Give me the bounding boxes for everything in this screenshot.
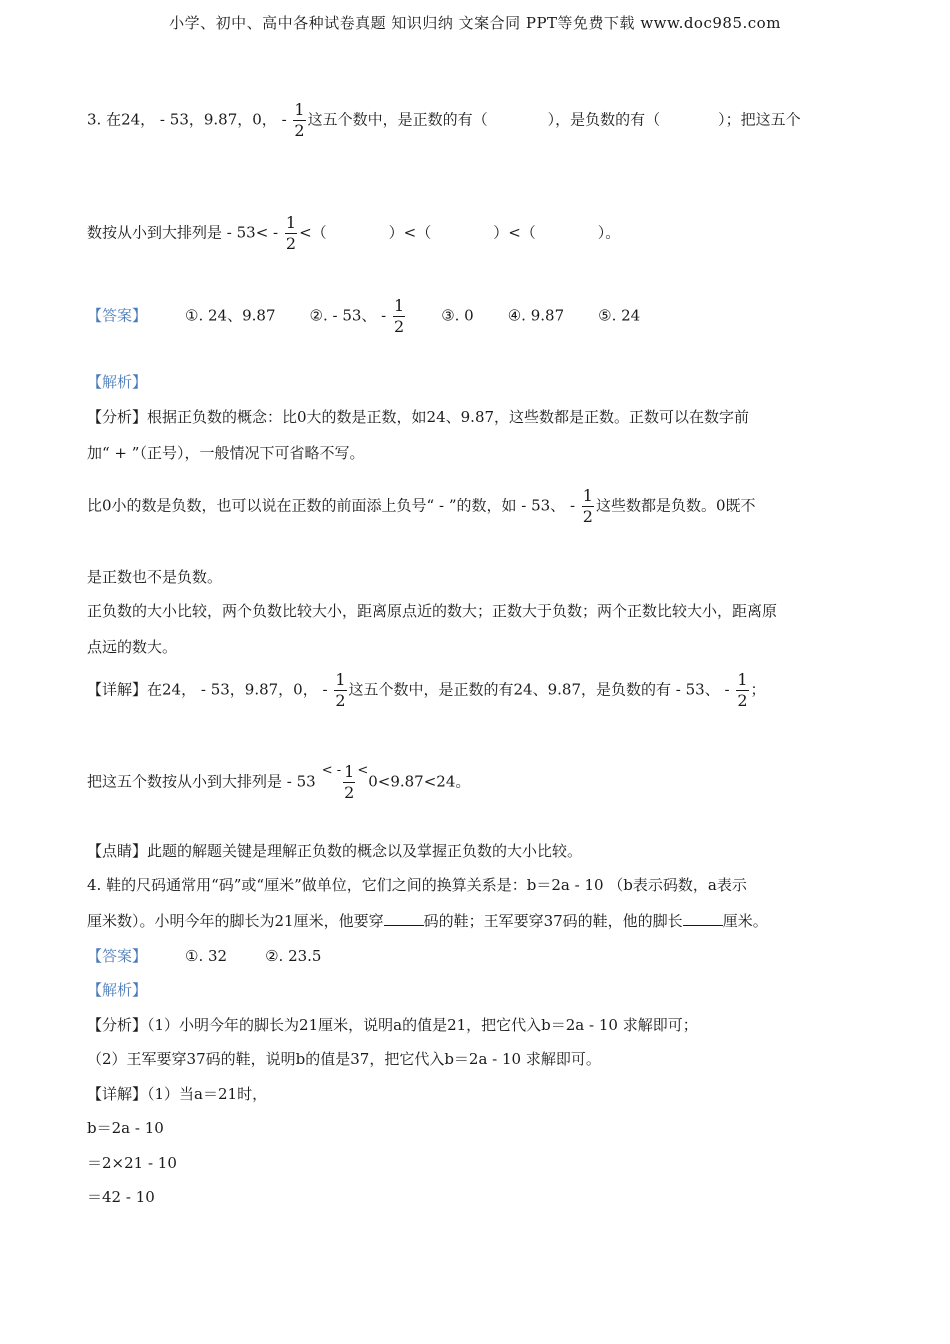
q4-line2: [87, 910, 768, 931]
answer3-2: ②. - 53、 -: [309, 306, 392, 325]
q3-line1-c: ），是负数的有（: [547, 110, 661, 129]
q4-line2-b: 码的鞋；王军要穿37码的鞋，他的脚长: [423, 912, 683, 930]
answer3-line: [87, 298, 640, 335]
detail-line1-b: 这五个数中，是正数的有24、9.87，是负数的有 - 53、 -: [348, 680, 735, 699]
answer-label: 【答案】: [87, 306, 148, 325]
calc-line2: ＝2×21 - 10: [87, 1154, 177, 1172]
answer-label: 【答案】: [87, 947, 148, 965]
q3-line2: [87, 215, 620, 252]
answer3-1: ①. 24、9.87: [185, 306, 276, 325]
fraction-half: $\frac{1}{2}$: [737, 670, 748, 710]
answer4-1: ①. 32: [185, 947, 228, 965]
analysis4-line1: 【分析】（1）小明今年的脚长为21厘米，说明a的值是21，把它代入b＝2a - 10 求解即可；: [87, 1016, 698, 1034]
blank-underline: [683, 911, 723, 926]
calc-line1: b＝2a - 10: [87, 1119, 164, 1137]
q3-line1-b: 这五个数中，是正数的有（: [307, 110, 488, 129]
analysis-label: 【解析】: [87, 373, 148, 391]
detail4-line1: 【详解】（1）当a＝21时，: [87, 1085, 268, 1103]
analysis-line1: 【分析】根据正负数的概念：比0大的数是正数，如24、9.87，这些数都是正数。正数可以在数字前: [87, 408, 750, 426]
detail-line2-lt: < -: [321, 763, 342, 778]
fraction-half: $\frac{1}{2}$: [294, 100, 305, 140]
page-header: 小学、初中、高中各种试卷真题 知识归纳 文案合同 PPT等免费下载 www.doc985.com: [169, 14, 781, 32]
answer3-4: ④. 9.87: [507, 306, 565, 325]
detail-line1-c: ；: [750, 680, 766, 699]
blank-underline: [384, 911, 424, 926]
q3-line2-e: ）。: [597, 223, 621, 242]
analysis-line3: [87, 488, 756, 525]
fraction-half: $\frac{1}{2}$: [582, 486, 593, 526]
analysis-line4: 是正数也不是负数。: [87, 568, 223, 586]
key-point: 【点睛】此题的解题关键是理解正负数的概念以及掌握正负数的大小比较。: [87, 842, 583, 860]
q4-line2-c: 厘米。: [722, 912, 768, 930]
detail-line2: [87, 764, 470, 801]
q3-line1-a: 3. 在24， - 53，9.87，0， -: [87, 110, 292, 129]
fraction-half: $\frac{1}{2}$: [285, 213, 297, 253]
answer3-3: ③. 0: [441, 306, 474, 325]
answer3-5: ⑤. 24: [598, 306, 641, 325]
analysis-line6: 点远的数大。: [87, 638, 178, 656]
fraction-half: $\frac{1}{2}$: [394, 296, 405, 336]
analysis-line3-b: 这些数都是负数。0既不: [595, 496, 756, 515]
q3-line1-d: ）；把这五个: [718, 110, 801, 129]
q4-line1: 4. 鞋的尺码通常用“码”或“厘米”做单位，它们之间的换算关系是：b＝2a - 10 （b表示码数，a表示: [87, 876, 747, 894]
answer4-line: [87, 945, 321, 966]
answer4-2: ②. 23.5: [265, 947, 322, 965]
q3-line2-d: ）<（: [493, 223, 536, 242]
calc-line3: ＝42 - 10: [87, 1188, 155, 1206]
q4-line2-a: 厘米数）。小明今年的脚长为21厘米，他要穿: [87, 912, 384, 930]
fraction-half: $\frac{1}{2}$: [335, 670, 346, 710]
analysis4-line2: （2）王军要穿37码的鞋，说明b的值是37，把它代入b＝2a - 10 求解即可。: [87, 1050, 601, 1068]
analysis-line3-a: 比0小的数是负数，也可以说在正数的前面添上负号“ - ”的数，如 - 53、 -: [87, 496, 580, 515]
analysis-line5: 正负数的大小比较，两个负数比较大小，距离原点近的数大；正数大于负数；两个正数比较大小，距离原: [87, 602, 778, 620]
detail-line1-a: 【详解】在24， - 53，9.87，0， -: [87, 680, 333, 699]
analysis-label-4: 【解析】: [87, 981, 148, 999]
detail-line2-a: 把这五个数按从小到大排列是 - 53: [87, 772, 316, 791]
detail-line2-lt2: <: [357, 763, 369, 778]
fraction-half: $\frac{1}{2}$: [344, 762, 355, 802]
q3-line2-a: 数按从小到大排列是 - 53< -: [87, 223, 283, 242]
q3-line2-b: <（: [299, 223, 327, 242]
q3-line2-c: ）<（: [388, 223, 432, 242]
detail-line2-b: 0<9.87<24。: [368, 772, 471, 791]
analysis-line2: 加“ + ”（正号），一般情况下可省略不写。: [87, 444, 365, 462]
detail-line1: [87, 672, 766, 709]
q3-line1: [87, 102, 801, 139]
